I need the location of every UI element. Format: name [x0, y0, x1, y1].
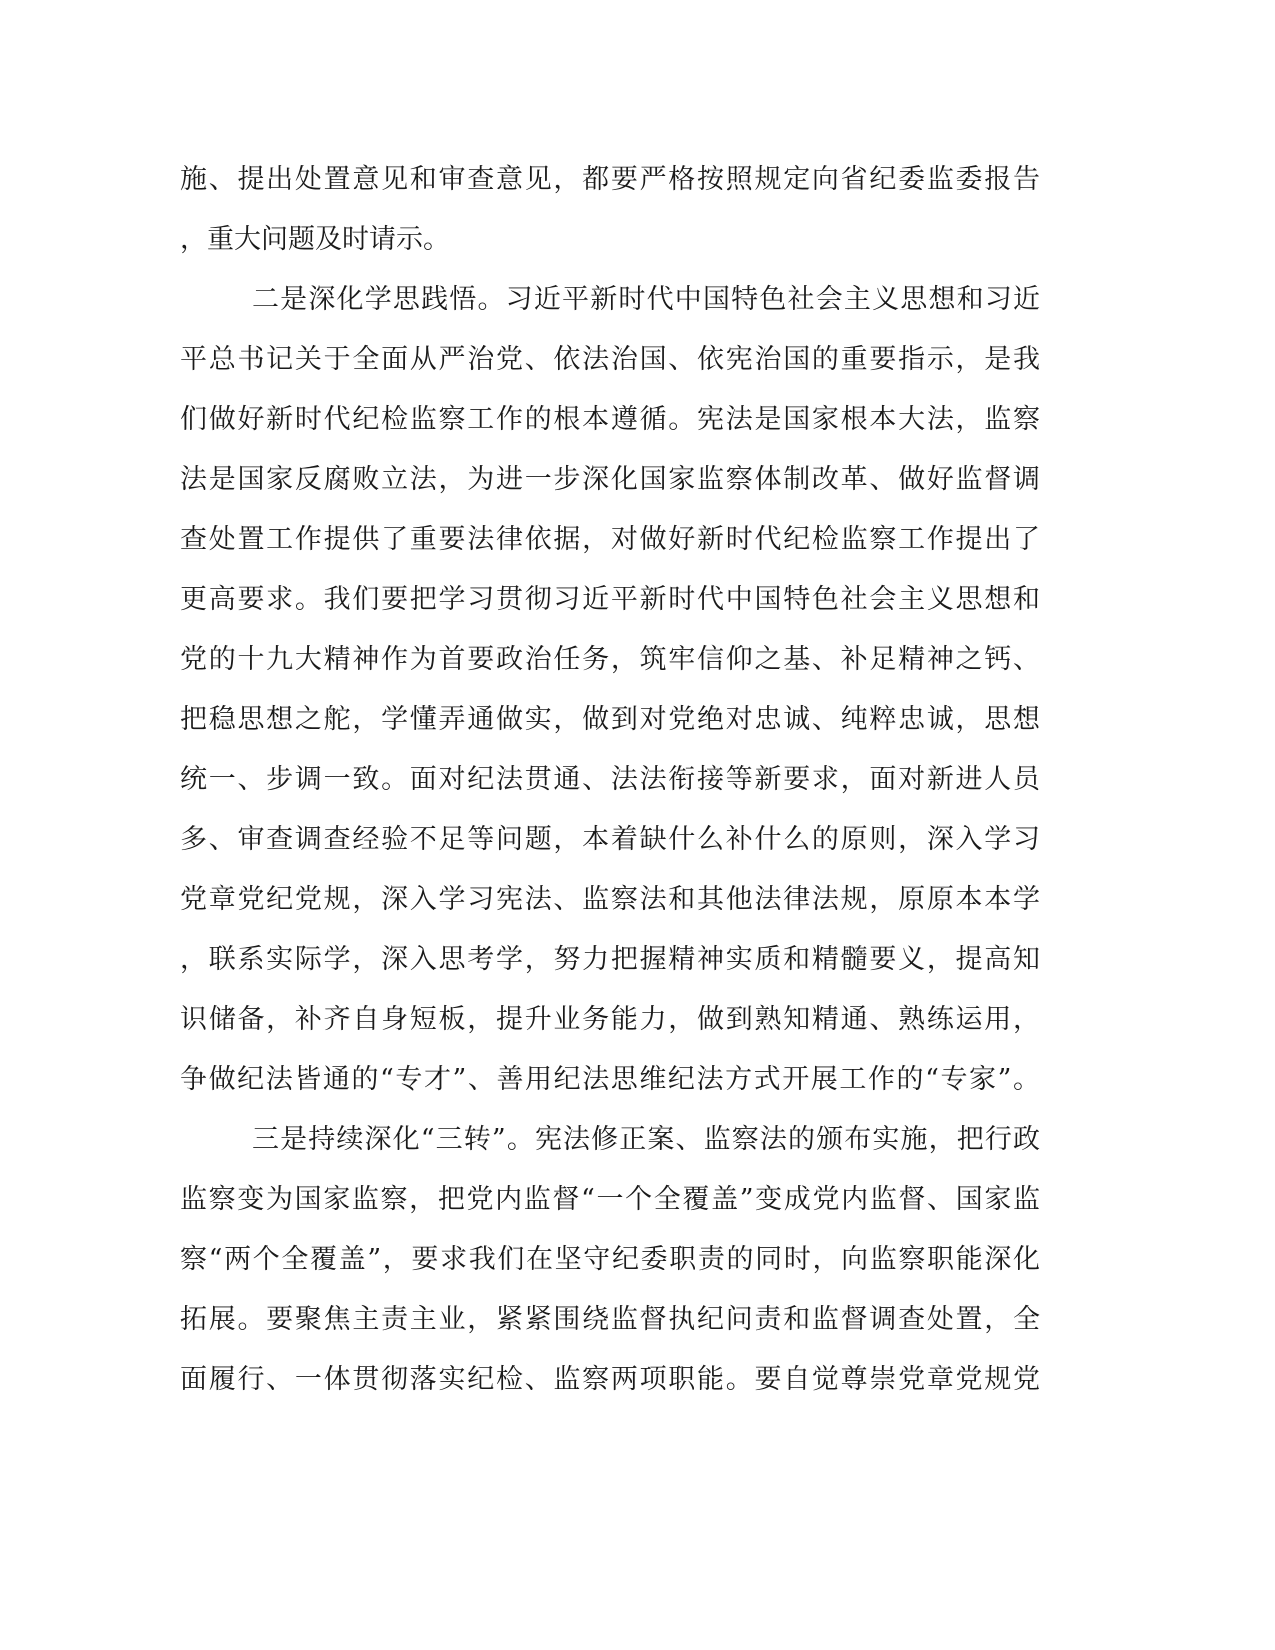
- text-line: ，联系实际学，深入思考学，努力把握精神实质和精髓要义，提高知: [180, 944, 1040, 975]
- text-line: 们做好新时代纪检监察工作的根本遵循。宪法是国家根本大法，监察: [180, 404, 1040, 435]
- text-line: 施、提出处置意见和审查意见，都要严格按照规定向省纪委监委报告: [180, 164, 1040, 195]
- text-line: 察“两个全覆盖”，要求我们在坚守纪委职责的同时，向监察职能深化: [180, 1244, 1040, 1275]
- text-line: 争做纪法皆通的“专才”、善用纪法思维纪法方式开展工作的“专家”。: [180, 1064, 1040, 1095]
- text-line: 识储备，补齐自身短板，提升业务能力，做到熟知精通、熟练运用，: [180, 1004, 1040, 1035]
- text-line: 拓展。要聚焦主责主业，紧紧围绕监督执纪问责和监督调查处置，全: [180, 1304, 1040, 1335]
- text-line: ，重大问题及时请示。: [180, 224, 450, 255]
- text-line: 查处置工作提供了重要法律依据，对做好新时代纪检监察工作提出了: [180, 524, 1040, 555]
- text-line: 党的十九大精神作为首要政治任务，筑牢信仰之基、补足精神之钙、: [180, 644, 1040, 675]
- text-line: 更高要求。我们要把学习贯彻习近平新时代中国特色社会主义思想和: [180, 584, 1040, 615]
- text-line: 统一、步调一致。面对纪法贯通、法法衔接等新要求，面对新进人员: [180, 764, 1040, 795]
- text-line: 监察变为国家监察，把党内监督“一个全覆盖”变成党内监督、国家监: [180, 1184, 1040, 1215]
- body-text: [180, 150, 1040, 1410]
- paragraph-start-line: 二是深化学思践悟。习近平新时代中国特色社会主义思想和习近: [252, 284, 1040, 315]
- text-line: 法是国家反腐败立法，为进一步深化国家监察体制改革、做好监督调: [180, 464, 1040, 495]
- text-line: 党章党纪党规，深入学习宪法、监察法和其他法律法规，原原本本学: [180, 884, 1040, 915]
- text-line: 面履行、一体贯彻落实纪检、监察两项职能。要自觉尊崇党章党规党: [180, 1364, 1040, 1395]
- text-line: 多、审查调查经验不足等问题，本着缺什么补什么的原则，深入学习: [180, 824, 1040, 855]
- text-line: 把稳思想之舵，学懂弄通做实，做到对党绝对忠诚、纯粹忠诚，思想: [180, 704, 1040, 735]
- text-line: 平总书记关于全面从严治党、依法治国、依宪治国的重要指示，是我: [180, 344, 1040, 375]
- paragraph-start-line: 三是持续深化“三转”。宪法修正案、监察法的颁布实施，把行政: [252, 1124, 1040, 1155]
